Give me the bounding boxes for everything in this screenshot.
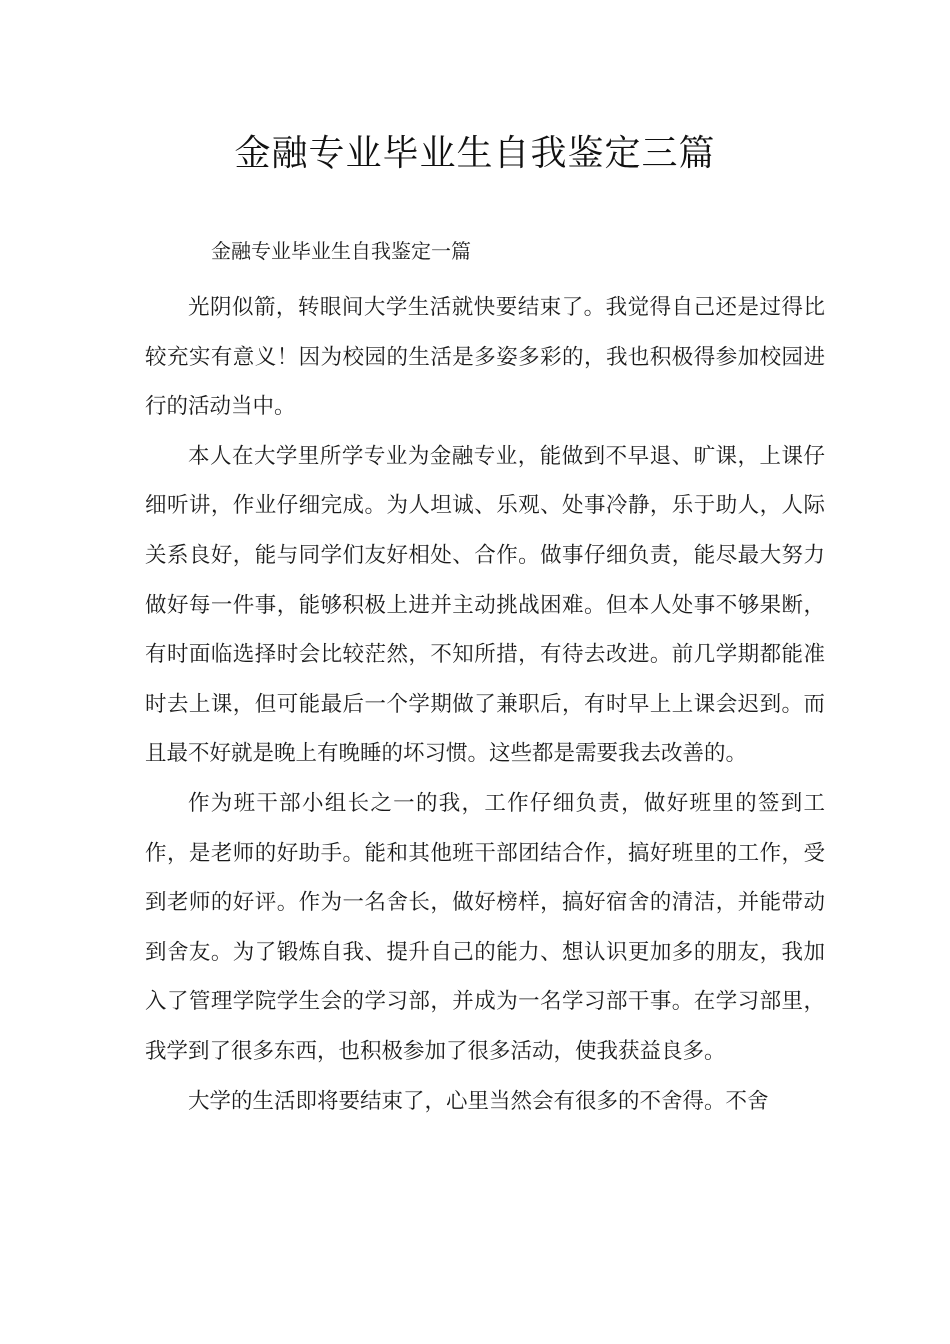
- paragraph-1: 光阴似箭，转眼间大学生活就快要结束了。我觉得自己还是过得比较充实有意义！因为校园的生活是多姿多彩的，我也积极得参加校园进行的活动当中。: [145, 295, 825, 420]
- paragraph-4: 大学的生活即将要结束了，心里当然会有很多的不舍得。不舍: [188, 1088, 769, 1114]
- section-heading: 金融专业毕业生自我鉴定一篇: [211, 239, 471, 263]
- document-body: [145, 283, 825, 1126]
- paragraph-2: 本人在大学里所学专业为金融专业，能做到不早退、旷课，上课仔细听讲，作业仔细完成。为人坦诚、乐观、处事冷静，乐于助人，人际关系良好，能与同学们友好相处、合作。做事仔细负责，能尽最大努力做好每一件事，能够积极上进并主动挑战困难。但本人处事不够果断，有时面临选择时会比较茫然，不知所措，有待去改进。前几学期都能准时去上课，但可能最后一个学期做了兼职后，有时早上上课会迟到。而且最不好就是晚上有晚睡的坏习惯。这些都是需要我去改善的。: [145, 443, 825, 767]
- paragraph-3: 作为班干部小组长之一的我，工作仔细负责，做好班里的签到工作，是老师的好助手。能和其他班干部团结合作，搞好班里的工作，受到老师的好评。作为一名舍长，做好榜样，搞好宿舍的清洁，并能带动到舍友。为了锻炼自我、提升自己的能力、想认识更加多的朋友，我加入了管理学院学生会的学习部，并成为一名学习部干事。在学习部里，我学到了很多东西，也积极参加了很多活动，使我获益良多。: [145, 790, 825, 1064]
- document-title: 金融专业毕业生自我鉴定三篇: [234, 133, 716, 174]
